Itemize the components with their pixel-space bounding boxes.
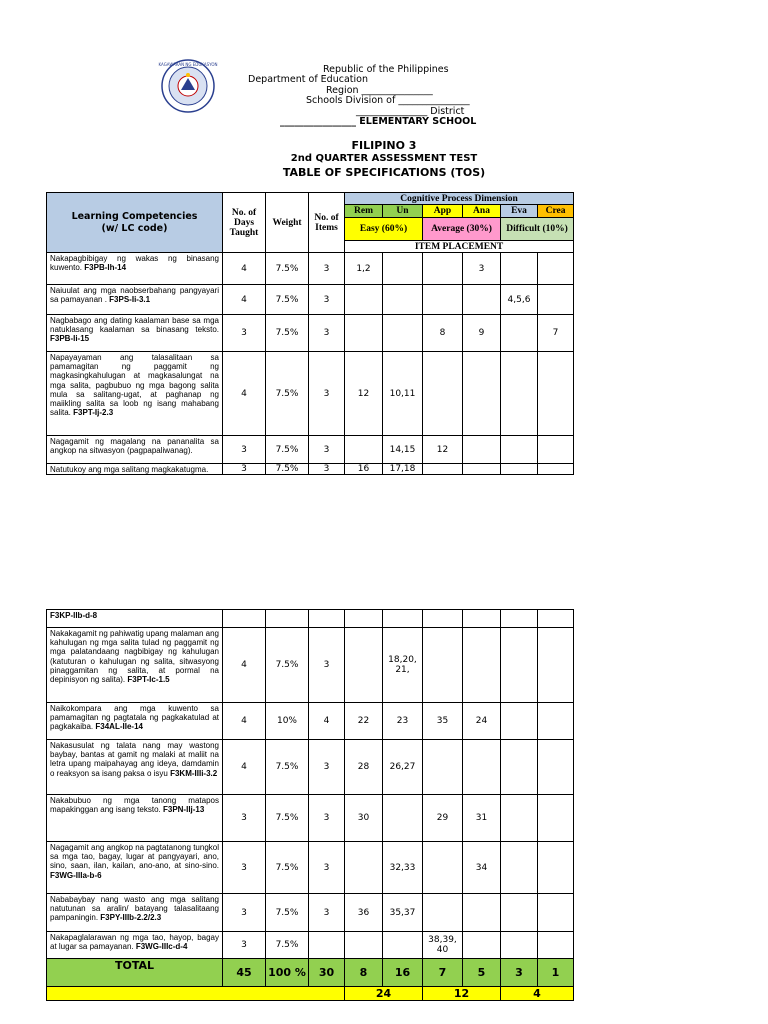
crea-cell (538, 842, 574, 894)
rem-header: Rem (345, 205, 383, 218)
header-region: Region _______________ (326, 85, 433, 96)
rem-cell: 12 (345, 352, 383, 436)
lc-code: F3PT-Ij-2.3 (73, 408, 114, 418)
weight-cell: 7.5% (266, 436, 309, 464)
rem-cell (345, 610, 383, 628)
eva-cell (501, 932, 538, 959)
weight-cell: 7.5% (266, 253, 309, 285)
competency-text: Nakabubuo ng mga tanong matapos mapakinggan ang isang teksto. (50, 796, 219, 815)
items-cell: 3 (309, 436, 345, 464)
ana-cell (463, 610, 501, 628)
eva-cell (501, 610, 538, 628)
weight-cell: 7.5% (266, 352, 309, 436)
weight-header: Weight (266, 193, 309, 253)
rem-cell: 1,2 (345, 253, 383, 285)
items-cell: 3 (309, 795, 345, 842)
crea-cell (538, 436, 574, 464)
lc-code: F3WG-IIIc-d-4 (135, 942, 188, 952)
tos-table-top (46, 192, 574, 475)
un-cell: 35,37 (383, 894, 423, 932)
days-cell: 4 (223, 352, 266, 436)
ana-cell (463, 740, 501, 795)
learning-competency-cell (47, 740, 223, 795)
rem-cell (345, 436, 383, 464)
un-cell (383, 285, 423, 315)
table-row (47, 253, 574, 285)
table-row (47, 285, 574, 315)
weight-cell: 7.5% (266, 740, 309, 795)
crea-header: Crea (538, 205, 574, 218)
weight-cell: 7.5% (266, 285, 309, 315)
eva-cell (501, 352, 538, 436)
items-cell: 3 (309, 315, 345, 352)
lc-header: Learning Competencies (w/ LC code) (47, 193, 223, 253)
un-cell: 17,18 (383, 464, 423, 475)
learning-competency-cell (47, 932, 223, 959)
rem-cell: 30 (345, 795, 383, 842)
item-placement-header: ITEM PLACEMENT (345, 241, 574, 253)
weight-cell: 7.5% (266, 315, 309, 352)
total-crea: 1 (538, 959, 574, 987)
items-header: No. of Items (309, 193, 345, 253)
learning-competency-cell (47, 352, 223, 436)
rem-cell: 22 (345, 703, 383, 740)
un-cell: 14,15 (383, 436, 423, 464)
eva-cell (501, 253, 538, 285)
app-cell (423, 352, 463, 436)
total-app: 7 (423, 959, 463, 987)
items-cell (309, 610, 345, 628)
un-cell (383, 253, 423, 285)
total-label: TOTAL (47, 959, 223, 987)
un-cell: 18,20, 21, (383, 628, 423, 703)
tos-title: TABLE OF SPECIFICATIONS (TOS) (282, 166, 486, 179)
weight-cell: 7.5% (266, 842, 309, 894)
eva-cell (501, 464, 538, 475)
days-cell: 4 (223, 285, 266, 315)
lc-code: F3PB-Ih-14 (84, 263, 127, 273)
competency-text: Nakapagbibigay ng wakas ng binasang kuwento. (50, 254, 219, 273)
lc-code: F3WG-IIIa-b-6 (50, 870, 102, 880)
crea-cell (538, 253, 574, 285)
un-cell (383, 932, 423, 959)
easy-header: Easy (60%) (345, 218, 423, 241)
eva-cell (501, 315, 538, 352)
app-cell: 38,39, 40 (423, 932, 463, 959)
app-cell: 35 (423, 703, 463, 740)
learning-competency-cell (47, 285, 223, 315)
ana-cell (463, 628, 501, 703)
crea-cell (538, 464, 574, 475)
rem-cell (345, 932, 383, 959)
competency-text: Natutukoy ang mga salitang magkakatugma. (50, 465, 209, 474)
weight-cell: 7.5% (266, 628, 309, 703)
header-school: ________________ ELEMENTARY SCHOOL (280, 116, 477, 127)
eva-cell (501, 894, 538, 932)
crea-cell (538, 628, 574, 703)
app-cell (423, 740, 463, 795)
un-cell: 23 (383, 703, 423, 740)
app-cell: 8 (423, 315, 463, 352)
table-row (47, 436, 574, 464)
table-row (47, 703, 574, 740)
eva-cell (501, 703, 538, 740)
weight-cell: 7.5% (266, 894, 309, 932)
total-eva: 3 (501, 959, 538, 987)
table-row (47, 795, 574, 842)
app-cell (423, 628, 463, 703)
ana-cell (463, 352, 501, 436)
table-row (47, 352, 574, 436)
eva-cell: 4,5,6 (501, 285, 538, 315)
un-cell: 32,33 (383, 842, 423, 894)
app-cell (423, 610, 463, 628)
learning-competency-cell (47, 795, 223, 842)
table-row (47, 842, 574, 894)
crea-cell (538, 894, 574, 932)
ana-cell (463, 894, 501, 932)
total-un: 16 (383, 959, 423, 987)
days-cell: 3 (223, 436, 266, 464)
ana-cell (463, 464, 501, 475)
app-cell (423, 253, 463, 285)
table-row (47, 610, 574, 628)
items-cell: 3 (309, 894, 345, 932)
ana-cell: 3 (463, 253, 501, 285)
competency-text: Nagbabago ang dating kaalaman base sa mga natuklasang kaalaman sa binasang teksto. (50, 316, 219, 335)
crea-cell (538, 932, 574, 959)
app-cell: 29 (423, 795, 463, 842)
eva-cell (501, 436, 538, 464)
app-cell (423, 894, 463, 932)
ana-cell (463, 932, 501, 959)
eva-cell (501, 740, 538, 795)
items-cell: 3 (309, 842, 345, 894)
svg-text:KAGAWARAN NG EDUKASYON: KAGAWARAN NG EDUKASYON (158, 62, 218, 67)
rem-cell: 28 (345, 740, 383, 795)
days-cell: 4 (223, 253, 266, 285)
rem-cell (345, 315, 383, 352)
average-total: 12 (423, 987, 501, 1001)
app-cell (423, 842, 463, 894)
un-cell (383, 315, 423, 352)
competency-text: Nagagamit ang angkop na pagtatanong tungkol sa mga tao, bagay, lugar at pangyayari, ano, sino, saan, ilan, kailan, ano-ano, at sino-sino. (50, 843, 219, 871)
ana-cell: 9 (463, 315, 501, 352)
eva-cell (501, 628, 538, 703)
rem-cell (345, 285, 383, 315)
rem-cell (345, 842, 383, 894)
items-cell: 3 (309, 352, 345, 436)
days-cell: 3 (223, 315, 266, 352)
learning-competency-cell (47, 628, 223, 703)
un-cell: 10,11 (383, 352, 423, 436)
learning-competency-cell (47, 703, 223, 740)
competency-text: Nababaybay nang wasto ang mga salitang natutunan sa aralin/ batayang talasalitaang pampaningin. (50, 895, 219, 923)
total-weight: 100 % (266, 959, 309, 987)
group-total-row (47, 987, 574, 1001)
app-cell (423, 285, 463, 315)
weight-cell: 7.5% (266, 464, 309, 475)
lc-code: F3KM-IIIi-3.2 (170, 768, 218, 778)
cpd-header: Cognitive Process Dimension (345, 193, 574, 205)
quarter-title: 2nd QUARTER ASSESSMENT TEST (290, 153, 478, 164)
group-blank (47, 987, 345, 1001)
items-cell (309, 932, 345, 959)
app-cell (423, 464, 463, 475)
weight-cell: 10% (266, 703, 309, 740)
average-header: Average (30%) (423, 218, 501, 241)
items-cell: 3 (309, 285, 345, 315)
lc-code: F3PY-IIIb-2.2/2.3 (100, 913, 162, 923)
learning-competency-cell (47, 894, 223, 932)
days-cell: 3 (223, 932, 266, 959)
ana-cell (463, 285, 501, 315)
competency-text: Nagagamit ng magalang na pananalita sa angkop na sitwasyon (pagpapaliwanag). (50, 437, 219, 456)
days-cell: 3 (223, 795, 266, 842)
app-header: App (423, 205, 463, 218)
crea-cell (538, 285, 574, 315)
header-division: Schools Division of _______________ (306, 95, 470, 106)
table-row (47, 894, 574, 932)
rem-cell: 36 (345, 894, 383, 932)
weight-cell: 7.5% (266, 932, 309, 959)
total-row (47, 959, 574, 987)
competency-text: Nakakagamit ng pahiwatig upang malaman ang kahulugan ng mga salita tulad ng paggamit ng mga palatandaang nagbibigay ng kahulugan (katuturan o kahulugan ng salita, sitwasyong pinaggamitan ng salita, at pormal na depinisyon ng salita). (50, 629, 219, 685)
days-cell: 4 (223, 703, 266, 740)
learning-competency-cell (47, 464, 223, 475)
header-republic: Republic of the Philippines (323, 64, 449, 75)
table-row (47, 932, 574, 959)
table-row (47, 315, 574, 352)
crea-cell: 7 (538, 315, 574, 352)
difficult-total: 4 (501, 987, 574, 1001)
items-cell: 4 (309, 703, 345, 740)
items-cell: 3 (309, 740, 345, 795)
days-header: No. of Days Taught (223, 193, 266, 253)
table-row (47, 464, 574, 475)
un-header: Un (383, 205, 423, 218)
subject-title: FILIPINO 3 (351, 139, 417, 152)
lc-code: F34AL-IIe-14 (95, 722, 143, 732)
days-cell: 3 (223, 464, 266, 475)
days-cell: 4 (223, 740, 266, 795)
deped-seal-logo (157, 58, 219, 114)
header-district: _______________ District (356, 106, 465, 117)
total-items: 30 (309, 959, 345, 987)
ana-cell: 31 (463, 795, 501, 842)
rem-cell (345, 628, 383, 703)
table-row (47, 628, 574, 703)
table-row (47, 740, 574, 795)
eva-cell (501, 795, 538, 842)
learning-competency-cell (47, 253, 223, 285)
easy-total: 24 (345, 987, 423, 1001)
ana-cell: 24 (463, 703, 501, 740)
un-cell (383, 795, 423, 842)
ana-header: Ana (463, 205, 501, 218)
crea-cell (538, 740, 574, 795)
weight-cell (266, 610, 309, 628)
days-cell (223, 610, 266, 628)
weight-cell: 7.5% (266, 795, 309, 842)
competency-text: Nakasusulat ng talata nang may wastong baybay, bantas at gamit ng malaki at maliit na letra upang maipahayag ang ideya, damdamin o reaksyon sa isang paksa o isyu (50, 741, 219, 778)
items-cell: 3 (309, 464, 345, 475)
lc-code: F3PS-Ii-3.1 (109, 295, 151, 305)
competency-text: Napayayaman ang talasalitaan sa pamamagitan ng paggamit ng magkasingkahulugan at magkasalungat na mga salita, pagbubuo ng mga bagong salita mula sa salitang-ugat, at paghanap ng maiikling salita sa loob ng isang mahabang salita. (50, 353, 219, 418)
eva-cell (501, 842, 538, 894)
days-cell: 3 (223, 894, 266, 932)
ana-cell: 34 (463, 842, 501, 894)
competency-text: Nakapaglalarawan ng mga tao, hayop, bagay at lugar sa pamayanan. (50, 933, 219, 952)
rem-cell: 16 (345, 464, 383, 475)
days-cell: 3 (223, 842, 266, 894)
crea-cell (538, 610, 574, 628)
learning-competency-cell (47, 610, 223, 628)
un-cell (383, 610, 423, 628)
eva-header: Eva (501, 205, 538, 218)
items-cell: 3 (309, 253, 345, 285)
lc-code: F3PB-Ii-15 (50, 334, 90, 344)
total-ana: 5 (463, 959, 501, 987)
app-cell: 12 (423, 436, 463, 464)
learning-competency-cell (47, 842, 223, 894)
header-department: Department of Education (248, 74, 368, 85)
days-cell: 4 (223, 628, 266, 703)
total-days: 45 (223, 959, 266, 987)
difficult-header: Difficult (10%) (501, 218, 574, 241)
crea-cell (538, 795, 574, 842)
lc-code: F3KP-IIb-d-8 (50, 611, 98, 620)
learning-competency-cell (47, 436, 223, 464)
tos-table-bottom (46, 609, 574, 1001)
competency-text: Naiuulat ang mga naobserbahang pangyayari sa pamayanan . (50, 286, 219, 305)
learning-competency-cell (47, 315, 223, 352)
ana-cell (463, 436, 501, 464)
total-rem: 8 (345, 959, 383, 987)
items-cell: 3 (309, 628, 345, 703)
competency-text: Naikokompara ang mga kuwento sa pamamagitan ng pagtatala ng pagkakatulad at pagkakaiba. (50, 704, 219, 732)
un-cell: 26,27 (383, 740, 423, 795)
crea-cell (538, 703, 574, 740)
crea-cell (538, 352, 574, 436)
lc-code: F3PT-Ic-1.5 (127, 675, 170, 685)
lc-code: F3PN-IIj-13 (162, 805, 205, 815)
